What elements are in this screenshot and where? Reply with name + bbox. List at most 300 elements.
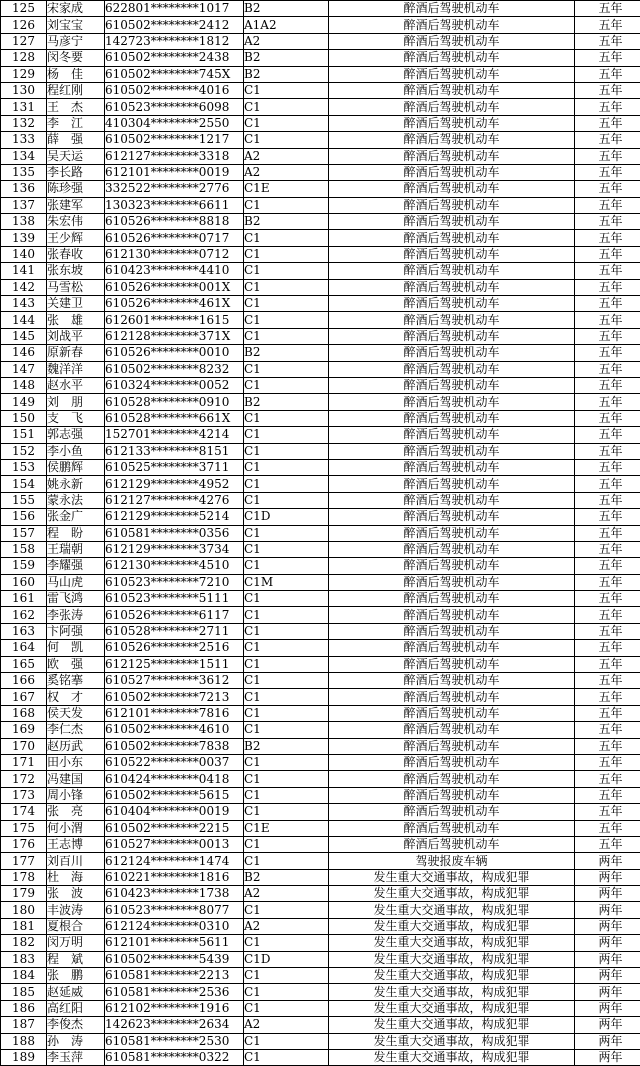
id-number-cell: 612129********4952: [105, 476, 244, 492]
ban-term-cell: 五年: [575, 66, 640, 82]
ban-term-cell: 五年: [575, 820, 640, 836]
name-cell: 马山虎: [47, 574, 105, 590]
ban-term-cell: 五年: [575, 558, 640, 574]
table-row: [1, 886, 640, 902]
reason-cell: 醉酒后驾驶机动车: [329, 820, 575, 836]
license-class-cell: C1: [244, 804, 329, 820]
ban-term-cell: 五年: [575, 164, 640, 180]
table-row: [1, 738, 640, 754]
reason-cell: 醉酒后驾驶机动车: [329, 296, 575, 312]
name-cell: 张建军: [47, 197, 105, 213]
reason-cell: 发生重大交通事故，构成犯罪: [329, 902, 575, 918]
ban-term-cell: 五年: [575, 246, 640, 262]
row-number-cell: 132: [1, 115, 47, 131]
reason-cell: 醉酒后驾驶机动车: [329, 394, 575, 410]
license-class-cell: C1: [244, 525, 329, 541]
reason-cell: 醉酒后驾驶机动车: [329, 148, 575, 164]
reason-cell: 发生重大交通事故，构成犯罪: [329, 886, 575, 902]
row-number-cell: 149: [1, 394, 47, 410]
id-number-cell: 332522********2776: [105, 181, 244, 197]
row-number-cell: 130: [1, 82, 47, 98]
name-cell: 夏根合: [47, 918, 105, 934]
row-number-cell: 157: [1, 525, 47, 541]
id-number-cell: 610523********8077: [105, 902, 244, 918]
row-number-cell: 140: [1, 246, 47, 262]
row-number-cell: 127: [1, 33, 47, 49]
name-cell: 关建卫: [47, 296, 105, 312]
ban-term-cell: 五年: [575, 82, 640, 98]
table-row: [1, 345, 640, 361]
name-cell: 马雪松: [47, 279, 105, 295]
name-cell: 高红阳: [47, 1000, 105, 1016]
name-cell: 何小渭: [47, 820, 105, 836]
table-row: [1, 361, 640, 377]
id-number-cell: 612102********1916: [105, 1000, 244, 1016]
ban-term-cell: 五年: [575, 705, 640, 721]
reason-cell: 醉酒后驾驶机动车: [329, 427, 575, 443]
table-body: [1, 1, 640, 1066]
table-row: [1, 492, 640, 508]
license-class-cell: C1: [244, 673, 329, 689]
reason-cell: 醉酒后驾驶机动车: [329, 328, 575, 344]
ban-term-cell: 五年: [575, 574, 640, 590]
id-number-cell: 610502********7838: [105, 738, 244, 754]
row-number-cell: 164: [1, 640, 47, 656]
ban-term-cell: 五年: [575, 312, 640, 328]
name-cell: 冯建国: [47, 771, 105, 787]
row-number-cell: 139: [1, 230, 47, 246]
ban-term-cell: 五年: [575, 197, 640, 213]
license-class-cell: C1: [244, 591, 329, 607]
row-number-cell: 162: [1, 607, 47, 623]
row-number-cell: 177: [1, 853, 47, 869]
table-row: [1, 328, 640, 344]
ban-term-cell: 五年: [575, 476, 640, 492]
table-row: [1, 902, 640, 918]
ban-term-cell: 五年: [575, 640, 640, 656]
ban-term-cell: 五年: [575, 541, 640, 557]
row-number-cell: 178: [1, 869, 47, 885]
id-number-cell: 142623********2634: [105, 1017, 244, 1033]
id-number-cell: 612127********4276: [105, 492, 244, 508]
license-class-cell: C1: [244, 296, 329, 312]
table-row: [1, 705, 640, 721]
ban-term-cell: 五年: [575, 689, 640, 705]
license-class-cell: C1: [244, 377, 329, 393]
license-class-cell: C1: [244, 312, 329, 328]
id-number-cell: 142723********1812: [105, 33, 244, 49]
reason-cell: 醉酒后驾驶机动车: [329, 50, 575, 66]
row-number-cell: 135: [1, 164, 47, 180]
license-class-cell: C1: [244, 99, 329, 115]
reason-cell: 发生重大交通事故，构成犯罪: [329, 968, 575, 984]
license-class-cell: A1A2: [244, 17, 329, 33]
license-class-cell: C1: [244, 476, 329, 492]
row-number-cell: 128: [1, 50, 47, 66]
ban-term-cell: 五年: [575, 394, 640, 410]
table-row: [1, 935, 640, 951]
id-number-cell: 610526********001X: [105, 279, 244, 295]
reason-cell: 醉酒后驾驶机动车: [329, 345, 575, 361]
row-number-cell: 146: [1, 345, 47, 361]
ban-term-cell: 五年: [575, 132, 640, 148]
name-cell: 杜 海: [47, 869, 105, 885]
id-number-cell: 610581********2530: [105, 1033, 244, 1049]
row-number-cell: 185: [1, 984, 47, 1000]
row-number-cell: 169: [1, 722, 47, 738]
name-cell: 李玉萍: [47, 1050, 105, 1066]
license-class-cell: A2: [244, 164, 329, 180]
reason-cell: 醉酒后驾驶机动车: [329, 459, 575, 475]
reason-cell: 醉酒后驾驶机动车: [329, 607, 575, 623]
reason-cell: 发生重大交通事故，构成犯罪: [329, 1050, 575, 1066]
row-number-cell: 129: [1, 66, 47, 82]
reason-cell: 发生重大交通事故，构成犯罪: [329, 984, 575, 1000]
license-class-cell: C1: [244, 968, 329, 984]
row-number-cell: 144: [1, 312, 47, 328]
id-number-cell: 610526********461X: [105, 296, 244, 312]
name-cell: 王 杰: [47, 99, 105, 115]
license-class-cell: C1: [244, 279, 329, 295]
id-number-cell: 410304********2550: [105, 115, 244, 131]
ban-term-cell: 五年: [575, 377, 640, 393]
table-row: [1, 263, 640, 279]
ban-term-cell: 五年: [575, 492, 640, 508]
reason-cell: 醉酒后驾驶机动车: [329, 623, 575, 639]
row-number-cell: 173: [1, 787, 47, 803]
license-class-cell: C1: [244, 935, 329, 951]
reason-cell: 醉酒后驾驶机动车: [329, 230, 575, 246]
table-row: [1, 296, 640, 312]
id-number-cell: 610526********8818: [105, 214, 244, 230]
ban-term-cell: 两年: [575, 935, 640, 951]
table-row: [1, 279, 640, 295]
table-row: [1, 1050, 640, 1066]
row-number-cell: 137: [1, 197, 47, 213]
id-number-cell: 610423********4410: [105, 263, 244, 279]
id-number-cell: 612101********7816: [105, 705, 244, 721]
license-class-cell: B2: [244, 66, 329, 82]
name-cell: 李小鱼: [47, 443, 105, 459]
ban-term-cell: 五年: [575, 148, 640, 164]
name-cell: 周小锋: [47, 787, 105, 803]
name-cell: 张 雄: [47, 312, 105, 328]
reason-cell: 醉酒后驾驶机动车: [329, 509, 575, 525]
license-class-cell: C1: [244, 263, 329, 279]
id-number-cell: 612130********4510: [105, 558, 244, 574]
id-number-cell: 610502********7213: [105, 689, 244, 705]
table-row: [1, 394, 640, 410]
license-class-cell: C1: [244, 410, 329, 426]
reason-cell: 醉酒后驾驶机动车: [329, 164, 575, 180]
ban-term-cell: 五年: [575, 754, 640, 770]
license-class-cell: C1: [244, 853, 329, 869]
id-number-cell: 612101********5611: [105, 935, 244, 951]
reason-cell: 发生重大交通事故，构成犯罪: [329, 935, 575, 951]
reason-cell: 醉酒后驾驶机动车: [329, 246, 575, 262]
id-number-cell: 610502********4610: [105, 722, 244, 738]
reason-cell: 醉酒后驾驶机动车: [329, 197, 575, 213]
reason-cell: 醉酒后驾驶机动车: [329, 132, 575, 148]
reason-cell: 醉酒后驾驶机动车: [329, 214, 575, 230]
ban-term-cell: 五年: [575, 509, 640, 525]
ban-term-cell: 五年: [575, 263, 640, 279]
row-number-cell: 138: [1, 214, 47, 230]
name-cell: 李仁杰: [47, 722, 105, 738]
name-cell: 刘宝宝: [47, 17, 105, 33]
row-number-cell: 145: [1, 328, 47, 344]
name-cell: 孙 涛: [47, 1033, 105, 1049]
row-number-cell: 141: [1, 263, 47, 279]
name-cell: 王志博: [47, 836, 105, 852]
row-number-cell: 184: [1, 968, 47, 984]
license-class-cell: C1: [244, 558, 329, 574]
reason-cell: 醉酒后驾驶机动车: [329, 722, 575, 738]
row-number-cell: 160: [1, 574, 47, 590]
id-number-cell: 612129********3734: [105, 541, 244, 557]
table-row: [1, 951, 640, 967]
reason-cell: 驾驶报废车辆: [329, 853, 575, 869]
row-number-cell: 158: [1, 541, 47, 557]
id-number-cell: 612125********1511: [105, 656, 244, 672]
row-number-cell: 183: [1, 951, 47, 967]
table-row: [1, 377, 640, 393]
table-row: [1, 640, 640, 656]
ban-term-cell: 五年: [575, 591, 640, 607]
ban-term-cell: 五年: [575, 656, 640, 672]
name-cell: 侯天发: [47, 705, 105, 721]
name-cell: 王少辉: [47, 230, 105, 246]
license-class-cell: C1: [244, 197, 329, 213]
table-row: [1, 722, 640, 738]
name-cell: 卞阿强: [47, 623, 105, 639]
table-row: [1, 214, 640, 230]
table-row: [1, 525, 640, 541]
name-cell: 姚永新: [47, 476, 105, 492]
name-cell: 郭志强: [47, 427, 105, 443]
table-row: [1, 771, 640, 787]
reason-cell: 发生重大交通事故，构成犯罪: [329, 1033, 575, 1049]
license-class-cell: C1: [244, 656, 329, 672]
ban-term-cell: 五年: [575, 361, 640, 377]
name-cell: 支 飞: [47, 410, 105, 426]
ban-term-cell: 两年: [575, 902, 640, 918]
ban-term-cell: 五年: [575, 296, 640, 312]
license-class-cell: C1: [244, 230, 329, 246]
id-number-cell: 610502********1217: [105, 132, 244, 148]
reason-cell: 醉酒后驾驶机动车: [329, 312, 575, 328]
id-number-cell: 610581********0356: [105, 525, 244, 541]
ban-term-cell: 两年: [575, 853, 640, 869]
reason-cell: 醉酒后驾驶机动车: [329, 771, 575, 787]
row-number-cell: 143: [1, 296, 47, 312]
table-row: [1, 459, 640, 475]
license-class-cell: C1: [244, 246, 329, 262]
row-number-cell: 126: [1, 17, 47, 33]
license-class-cell: C1: [244, 328, 329, 344]
license-class-cell: C1: [244, 984, 329, 1000]
license-class-cell: C1: [244, 836, 329, 852]
id-number-cell: 610526********2516: [105, 640, 244, 656]
id-number-cell: 612128********371X: [105, 328, 244, 344]
row-number-cell: 182: [1, 935, 47, 951]
id-number-cell: 610502********745X: [105, 66, 244, 82]
row-number-cell: 179: [1, 886, 47, 902]
ban-term-cell: 五年: [575, 787, 640, 803]
table-row: [1, 312, 640, 328]
id-number-cell: 610526********6117: [105, 607, 244, 623]
name-cell: 闵冬要: [47, 50, 105, 66]
name-cell: 杨 佳: [47, 66, 105, 82]
row-number-cell: 188: [1, 1033, 47, 1049]
table-row: [1, 1017, 640, 1033]
ban-term-cell: 两年: [575, 968, 640, 984]
id-number-cell: 612130********0712: [105, 246, 244, 262]
id-number-cell: 610221********1816: [105, 869, 244, 885]
license-class-cell: C1: [244, 1033, 329, 1049]
license-class-cell: C1: [244, 607, 329, 623]
license-class-cell: C1E: [244, 181, 329, 197]
row-number-cell: 152: [1, 443, 47, 459]
id-number-cell: 610502********2438: [105, 50, 244, 66]
ban-term-cell: 五年: [575, 99, 640, 115]
id-number-cell: 610581********2213: [105, 968, 244, 984]
table-row: [1, 853, 640, 869]
license-class-cell: A2: [244, 1017, 329, 1033]
ban-term-cell: 五年: [575, 279, 640, 295]
row-number-cell: 168: [1, 705, 47, 721]
id-number-cell: 610527********0013: [105, 836, 244, 852]
row-number-cell: 147: [1, 361, 47, 377]
reason-cell: 醉酒后驾驶机动车: [329, 476, 575, 492]
id-number-cell: 622801********1017: [105, 1, 244, 17]
reason-cell: 发生重大交通事故，构成犯罪: [329, 869, 575, 885]
row-number-cell: 165: [1, 656, 47, 672]
id-number-cell: 612601********1615: [105, 312, 244, 328]
name-cell: 田小东: [47, 754, 105, 770]
row-number-cell: 125: [1, 1, 47, 17]
row-number-cell: 172: [1, 771, 47, 787]
id-number-cell: 610581********0322: [105, 1050, 244, 1066]
id-number-cell: 610527********3612: [105, 673, 244, 689]
table-row: [1, 574, 640, 590]
table-row: [1, 1, 640, 17]
name-cell: 张东坡: [47, 263, 105, 279]
table-row: [1, 656, 640, 672]
name-cell: 魏洋洋: [47, 361, 105, 377]
ban-term-cell: 五年: [575, 214, 640, 230]
table-row: [1, 787, 640, 803]
table-row: [1, 82, 640, 98]
name-cell: 薛 强: [47, 132, 105, 148]
row-number-cell: 161: [1, 591, 47, 607]
row-number-cell: 181: [1, 918, 47, 934]
ban-term-cell: 五年: [575, 673, 640, 689]
name-cell: 刘战平: [47, 328, 105, 344]
row-number-cell: 156: [1, 509, 47, 525]
license-class-cell: C1: [244, 771, 329, 787]
ban-term-cell: 五年: [575, 17, 640, 33]
name-cell: 何 凯: [47, 640, 105, 656]
ban-term-cell: 五年: [575, 443, 640, 459]
table-row: [1, 132, 640, 148]
license-class-cell: B2: [244, 1, 329, 17]
row-number-cell: 159: [1, 558, 47, 574]
row-number-cell: 176: [1, 836, 47, 852]
row-number-cell: 150: [1, 410, 47, 426]
reason-cell: 醉酒后驾驶机动车: [329, 410, 575, 426]
id-number-cell: 610528********2711: [105, 623, 244, 639]
id-number-cell: 610404********0019: [105, 804, 244, 820]
name-cell: 李张涛: [47, 607, 105, 623]
reason-cell: 醉酒后驾驶机动车: [329, 836, 575, 852]
license-class-cell: C1: [244, 361, 329, 377]
table-row: [1, 66, 640, 82]
ban-term-cell: 两年: [575, 886, 640, 902]
ban-term-cell: 五年: [575, 1, 640, 17]
table-row: [1, 591, 640, 607]
name-cell: 张 波: [47, 886, 105, 902]
license-class-cell: C1: [244, 705, 329, 721]
reason-cell: 醉酒后驾驶机动车: [329, 804, 575, 820]
row-number-cell: 170: [1, 738, 47, 754]
table-row: [1, 754, 640, 770]
license-class-cell: C1: [244, 132, 329, 148]
row-number-cell: 151: [1, 427, 47, 443]
id-number-cell: 612101********0019: [105, 164, 244, 180]
name-cell: 张 鹏: [47, 968, 105, 984]
name-cell: 程 斌: [47, 951, 105, 967]
table-row: [1, 509, 640, 525]
table-row: [1, 148, 640, 164]
license-class-cell: C1: [244, 459, 329, 475]
id-number-cell: 610526********0717: [105, 230, 244, 246]
table-row: [1, 984, 640, 1000]
name-cell: 权 才: [47, 689, 105, 705]
table-row: [1, 541, 640, 557]
ban-term-cell: 五年: [575, 722, 640, 738]
ban-term-cell: 五年: [575, 50, 640, 66]
license-class-cell: C1: [244, 722, 329, 738]
table-row: [1, 918, 640, 934]
reason-cell: 醉酒后驾驶机动车: [329, 279, 575, 295]
name-cell: 宋家成: [47, 1, 105, 17]
ban-term-cell: 五年: [575, 771, 640, 787]
id-number-cell: 612127********3318: [105, 148, 244, 164]
name-cell: 闵万明: [47, 935, 105, 951]
table-row: [1, 230, 640, 246]
name-cell: 吴天运: [47, 148, 105, 164]
license-class-cell: A2: [244, 886, 329, 902]
reason-cell: 醉酒后驾驶机动车: [329, 443, 575, 459]
name-cell: 侯鹏辉: [47, 459, 105, 475]
id-number-cell: 610528********0910: [105, 394, 244, 410]
license-class-cell: A2: [244, 33, 329, 49]
license-class-cell: B2: [244, 345, 329, 361]
name-cell: 王瑞朝: [47, 541, 105, 557]
table-row: [1, 410, 640, 426]
id-number-cell: 610502********5439: [105, 951, 244, 967]
table-row: [1, 17, 640, 33]
reason-cell: 醉酒后驾驶机动车: [329, 361, 575, 377]
license-class-cell: C1: [244, 623, 329, 639]
reason-cell: 醉酒后驾驶机动车: [329, 377, 575, 393]
ban-term-cell: 五年: [575, 181, 640, 197]
id-number-cell: 610324********0052: [105, 377, 244, 393]
reason-cell: 醉酒后驾驶机动车: [329, 787, 575, 803]
reason-cell: 醉酒后驾驶机动车: [329, 541, 575, 557]
id-number-cell: 610523********7210: [105, 574, 244, 590]
